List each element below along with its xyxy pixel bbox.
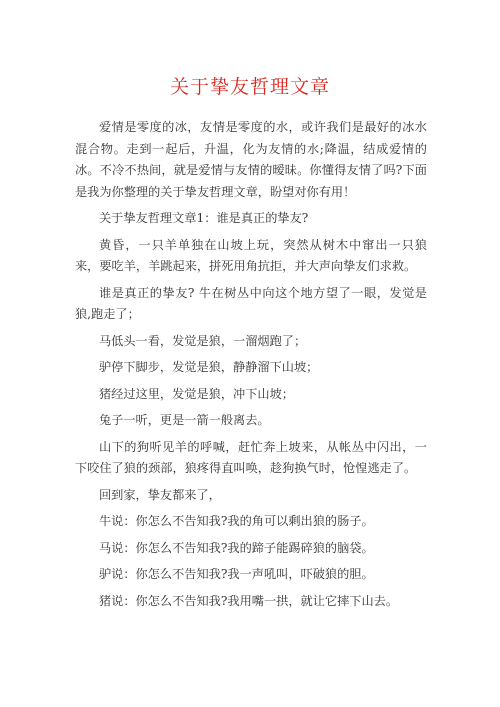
paragraph-pig: 猪经过这里，发觉是狼，冲下山坡；	[99, 386, 294, 401]
paragraph-story-opening: 黄昏，一只羊单独在山坡上玩，突然从树木中窜出一只狼来，要吃羊，羊跳起来，拼死用角抗拒，并大声向挚友们求救。	[75, 237, 427, 273]
paragraph-donkey: 驴停下脚步，发觉是狼，静静溜下山坡；	[99, 360, 319, 374]
paragraph-horse-says: 马说：你怎么不告知我?我的蹄子能踢碎狼的脑袋。	[99, 540, 374, 555]
paragraph-ox: 谁是真正的挚友? 牛在树丛中向这个地方望了一眼，发觉是狼,跑走了；	[75, 285, 427, 321]
paragraph-pig-says: 猪说：你怎么不告知我?我用嘴一拱，就让它摔下山去。	[99, 593, 399, 608]
paragraph-intro: 爱情是零度的冰，友情是零度的水，或许我们是最好的冰水混合物。走到一起后，升温，化为友情的水;降温，结成爱情的冰。不冷不热间，就是爱情与友情的暧昧。你懂得友情了吗?下面是我为你整理的关于挚友哲理文章，盼望对你有用！	[75, 120, 427, 199]
paragraph-dog: 山下的狗听见羊的呼喊，赶忙奔上坡来，从帐丛中闪出，一下咬住了狼的颈部，狼疼得直叫唤，趁狗换气时，怆惶逃走了。	[75, 439, 427, 475]
article-body	[75, 117, 427, 617]
paragraph-donkey-says: 驴说：你怎么不告知我?我一声吼叫，吓破狼的胆。	[99, 567, 374, 581]
paragraph-ox-says: 牛说：你怎么不告知我?我的角可以剩出狼的肠子。	[99, 514, 374, 528]
paragraph-return-home: 回到家，挚友都来了，	[99, 487, 221, 502]
paragraph-horse: 马低头一看，发觉是狼，一溜烟跑了；	[99, 333, 307, 348]
paragraph-rabbit: 兔子一听，更是一箭一般离去。	[99, 413, 270, 427]
paragraph-section-heading: 关于挚友哲理文章1：谁是真正的挚友?	[99, 211, 309, 225]
document-title: 关于挚友哲理文章	[169, 76, 330, 98]
